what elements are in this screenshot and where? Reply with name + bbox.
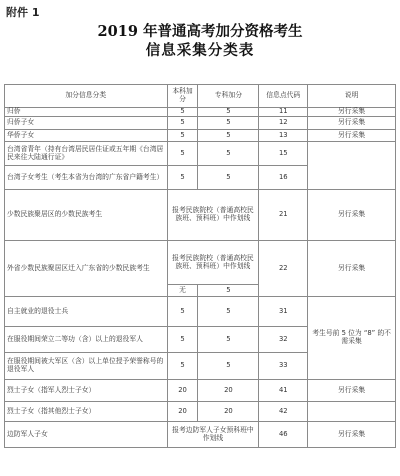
row-code: 15: [259, 142, 308, 166]
row-note-empty: [308, 402, 396, 422]
row-category: 归侨子女: [5, 117, 168, 130]
row-merged-score: 报考边防军人子女预科班中作划线: [167, 422, 259, 448]
row-code: 31: [259, 297, 308, 327]
row-code: 12: [259, 117, 308, 130]
row-category: 在服役期间荣立二等功（含）以上的退役军人: [5, 327, 168, 353]
row-code: 13: [259, 130, 308, 142]
table-row: [5, 402, 396, 422]
row-benke: 20: [167, 380, 198, 402]
row-note: 另行采集: [308, 130, 396, 142]
row-merged-score: 报考民族院校（普通高校民族班、预科班）中作划线: [167, 190, 259, 241]
row-code: 46: [259, 422, 308, 448]
table-header-row: [5, 85, 396, 108]
row-note: 另行采集: [308, 422, 396, 448]
row-note: 另行采集: [308, 117, 396, 130]
row-category: 台湾省青年（持有台湾居民居住证或五年期《台湾居民来往大陆通行证》: [5, 142, 168, 166]
table-row: [5, 130, 396, 142]
row-code: 16: [259, 166, 308, 190]
row-code: 32: [259, 327, 308, 353]
row-code: 11: [259, 108, 308, 117]
row-benke: 无: [167, 285, 198, 297]
row-zhuanke: 5: [198, 297, 259, 327]
row-code: 42: [259, 402, 308, 422]
row-code: 21: [259, 190, 308, 241]
row-zhuanke: 5: [198, 166, 259, 190]
row-category: 烈士子女（指其他烈士子女）: [5, 402, 168, 422]
row-zhuanke: 20: [198, 402, 259, 422]
table-row: [5, 297, 396, 327]
row-note: 另行采集: [308, 380, 396, 402]
row-zhuanke: 20: [198, 380, 259, 402]
row-merged-score: 报考民族院校（普通高校民族班、预科班）中作划线: [167, 241, 259, 285]
row-zhuanke: 5: [198, 327, 259, 353]
row-note: 另行采集: [308, 241, 396, 297]
table-row: [5, 190, 396, 241]
row-category: 归侨: [5, 108, 168, 117]
row-zhuanke: 5: [198, 117, 259, 130]
row-zhuanke: 5: [198, 353, 259, 380]
header-category: 加分信息分类: [5, 85, 168, 108]
row-zhuanke: 5: [198, 142, 259, 166]
header-zhuanke: 专科加分: [198, 85, 259, 108]
document-title-line1: 2019 年普通高考加分资格考生: [97, 23, 303, 40]
row-code: 22: [259, 241, 308, 297]
table-row: [5, 142, 396, 166]
header-code: 信息点代码: [259, 85, 308, 108]
table-row: [5, 380, 396, 402]
header-benke: 本科加分: [167, 85, 198, 108]
table-row: [5, 241, 396, 285]
row-benke: 5: [167, 130, 198, 142]
row-category: 华侨子女: [5, 130, 168, 142]
row-benke: 5: [167, 297, 198, 327]
row-zhuanke: 5: [198, 285, 259, 297]
row-benke: 5: [167, 117, 198, 130]
row-code: 33: [259, 353, 308, 380]
row-category: 台湾子女考生（考生本省为台湾的广东省户籍考生）: [5, 166, 168, 190]
row-benke: 5: [167, 166, 198, 190]
attachment-label: 附件 1: [6, 6, 40, 19]
row-note: 另行采集: [308, 108, 396, 117]
row-code: 41: [259, 380, 308, 402]
document-title-line2: 信息采集分类表: [145, 42, 255, 59]
table-row: [5, 422, 396, 448]
row-benke: 5: [167, 142, 198, 166]
row-benke: 5: [167, 353, 198, 380]
row-note: 另行采集: [308, 190, 396, 241]
row-category: 边防军人子女: [5, 422, 168, 448]
row-category: 烈士子女（指军人烈士子女）: [5, 380, 168, 402]
row-benke: 5: [167, 108, 198, 117]
table-row: [5, 108, 396, 117]
row-zhuanke: 5: [198, 108, 259, 117]
row-category: 少数民族聚居区的少数民族考生: [5, 190, 168, 241]
row-benke: 5: [167, 327, 198, 353]
row-benke: 20: [167, 402, 198, 422]
row-category: 外省少数民族聚居区迁入广东省的少数民族考生: [5, 241, 168, 297]
row-note-empty: [308, 142, 396, 190]
table-row: [5, 117, 396, 130]
row-category: 在服役期间被大军区（含）以上单位授予荣誉称号的退役军人: [5, 353, 168, 380]
row-zhuanke: 5: [198, 130, 259, 142]
classification-table: [4, 84, 396, 448]
row-category: 自主就业的退役士兵: [5, 297, 168, 327]
header-note: 说明: [308, 85, 396, 108]
shared-note: 考生号前 5 位为 “8” 的不需采集: [308, 297, 396, 380]
